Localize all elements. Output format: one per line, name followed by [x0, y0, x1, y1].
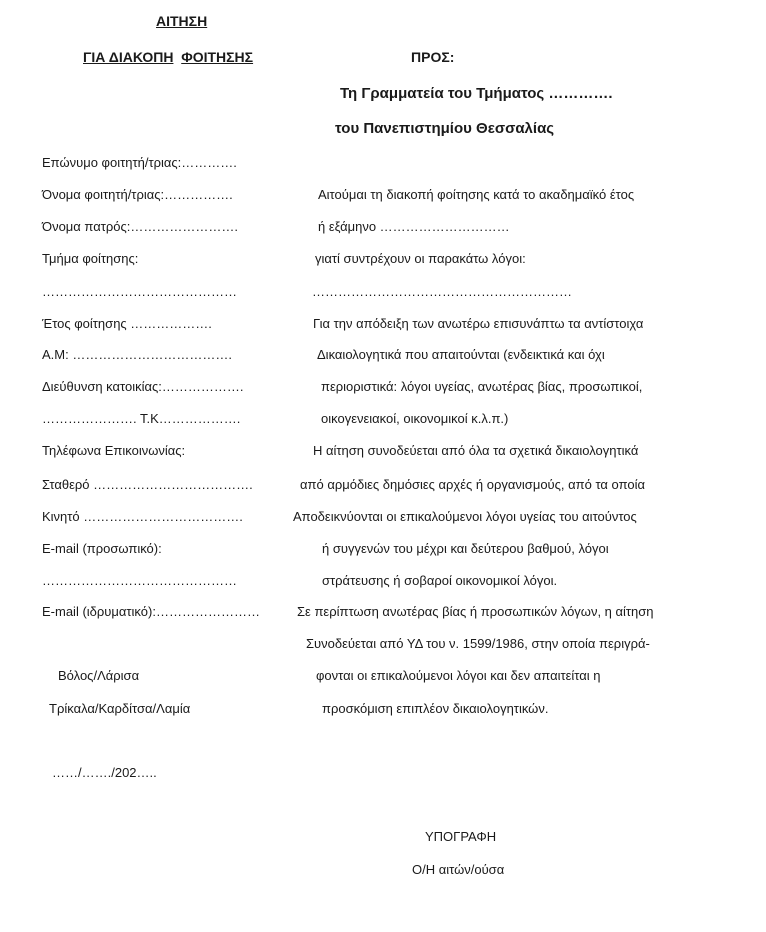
- request-line-12: ή συγγενών του μέχρι και δεύτερου βαθμού, λόγοι: [322, 541, 609, 556]
- request-line-13: στράτευσης ή σοβαροί οικονομικοί λόγοι.: [322, 573, 558, 588]
- signature-label: ΥΠΟΓΡΑΦΗ: [425, 829, 497, 844]
- request-line-1: Αιτούμαι τη διακοπή φοίτησης κατά το ακαδημαϊκό έτος: [318, 187, 635, 202]
- institutional-email-field: E-mail (ιδρυματικό):……………………: [42, 604, 260, 619]
- address-field: Διεύθυνση κατοικίας:……………….: [42, 379, 244, 394]
- firstname-field: Όνομα φοιτητή/τριας:…………….: [42, 187, 233, 202]
- applicant-label: Ο/Η αιτών/ούσα: [412, 862, 505, 877]
- document-subtitle: [83, 49, 253, 65]
- study-year-field: Έτος φοίτησης ……………….: [42, 316, 212, 331]
- document-title: ΑΙΤΗΣΗ: [156, 13, 208, 29]
- request-line-9: Η αίτηση συνοδεύεται από όλα τα σχετικά δικαιολογητικά: [313, 443, 639, 458]
- request-line-8: οικογενειακοί, οικονομικοί κ.λ.π.): [321, 411, 509, 426]
- personal-email-field: E-mail (προσωπικό):: [42, 541, 162, 556]
- request-line-4: ……………………………………………………: [312, 284, 572, 299]
- request-line-11: Αποδεικνύονται οι επικαλούμενοι λόγοι υγείας του αιτούντος: [293, 509, 637, 524]
- location-line-1: Βόλος/Λάρισα: [58, 668, 140, 683]
- subtitle-part1: ΓΙΑ ΔΙΑΚΟΠΗ: [83, 49, 174, 65]
- contact-phones-label: Τηλέφωνα Επικοινωνίας:: [42, 443, 186, 458]
- request-line-16: φονται οι επικαλούμενοι λόγοι και δεν απαιτείται η: [316, 668, 601, 683]
- recipient-line-1: Τη Γραμματεία του Τμήματος ………….: [340, 85, 613, 102]
- to-label: ΠΡΟΣ:: [411, 49, 455, 65]
- recipient-line-2: του Πανεπιστημίου Θεσσαλίας: [335, 120, 555, 137]
- registration-number-field: Α.Μ: ……………………………….: [42, 347, 232, 362]
- mobile-field: Κινητό ……………………………….: [42, 509, 243, 524]
- request-line-17: προσκόμιση επιπλέον δικαιολογητικών.: [322, 701, 549, 716]
- request-line-10: από αρμόδιες δημόσιες αρχές ή οργανισμούς, από τα οποία: [300, 477, 646, 492]
- request-line-15: Συνοδεύεται από ΥΔ του ν. 1599/1986, στην οποία περιγρά-: [306, 636, 650, 651]
- request-line-6: Δικαιολογητικά που απαιτούνται (ενδεικτικά και όχι: [317, 347, 605, 362]
- request-line-5: Για την απόδειξη των ανωτέρω επισυνάπτω τα αντίστοιχα: [313, 316, 644, 331]
- department-blank-line: ………………………………………: [42, 284, 237, 299]
- father-name-field: Όνομα πατρός:…………………….: [42, 219, 238, 234]
- request-line-2: ή εξάμηνο …………………………: [318, 219, 510, 234]
- request-line-14: Σε περίπτωση ανωτέρας βίας ή προσωπικών λόγων, η αίτηση: [297, 604, 654, 619]
- date-line: ……/……./202…..: [52, 765, 157, 780]
- department-field: Τμήμα φοίτησης:: [42, 251, 139, 266]
- landline-field: Σταθερό ……………………………….: [42, 477, 253, 492]
- subtitle-part2: ΦΟΙΤΗΣΗΣ: [181, 49, 254, 65]
- request-line-7: περιοριστικά: λόγοι υγείας, ανωτέρας βίας, προσωπικοί,: [321, 379, 643, 394]
- location-line-2: Τρίκαλα/Καρδίτσα/Λαμία: [49, 701, 191, 716]
- surname-field: Επώνυμο φοιτητή/τριας:………….: [42, 155, 237, 170]
- postal-code-field: …………………. Τ.Κ……………….: [42, 411, 241, 426]
- request-line-3: γιατί συντρέχουν οι παρακάτω λόγοι:: [315, 251, 526, 266]
- personal-email-blank-line: ………………………………………: [42, 573, 237, 588]
